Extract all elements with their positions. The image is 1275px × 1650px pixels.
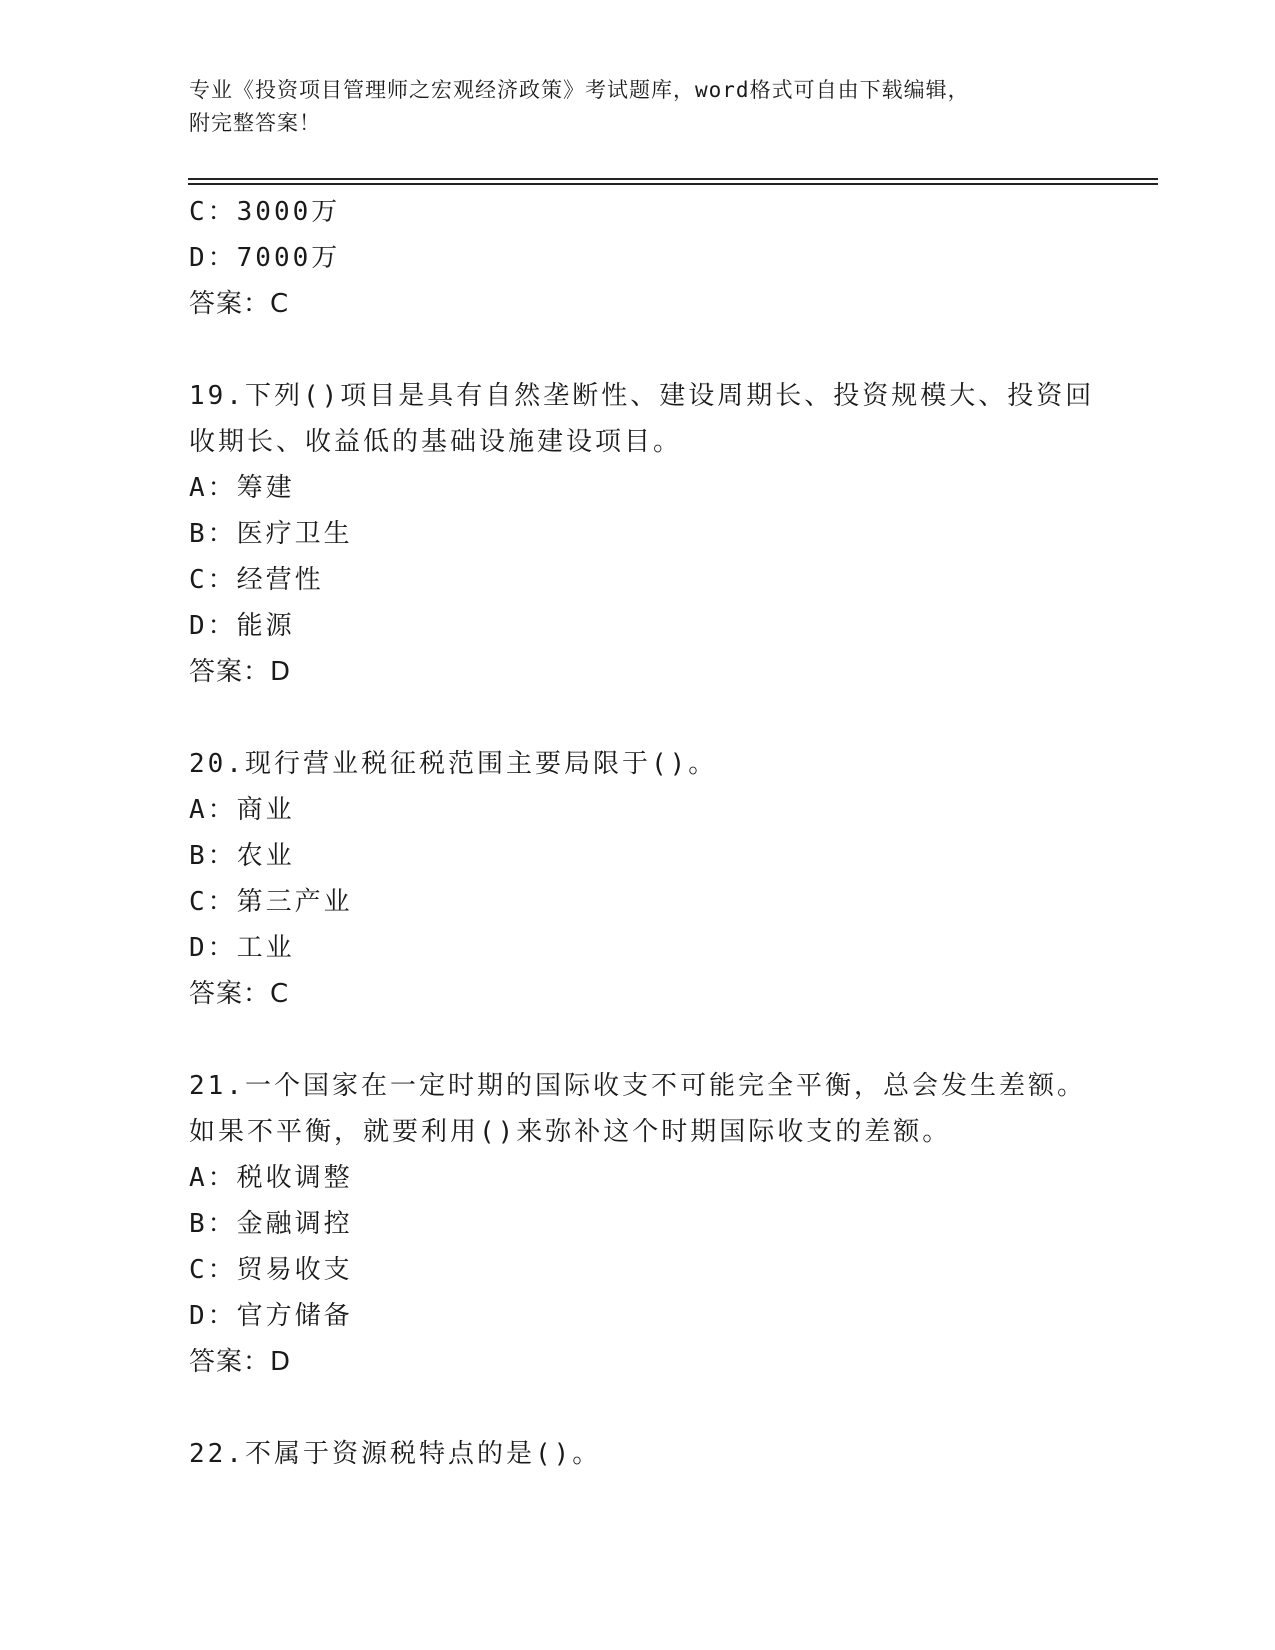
- option-a: A：税收调整: [189, 1163, 353, 1193]
- answer: 答案：C: [189, 979, 290, 1009]
- option-d: D：官方储备: [189, 1301, 353, 1331]
- answer: 答案：D: [189, 657, 292, 687]
- question-19: [189, 373, 1119, 695]
- option-c: C：贸易收支: [189, 1255, 353, 1285]
- question-stem: 收期长、收益低的基础设施建设项目。: [189, 427, 683, 457]
- question-stem: 21.一个国家在一定时期的国际收支不可能完全平衡，总会发生差额。: [189, 1071, 1086, 1101]
- previous-question-tail: [189, 189, 1119, 327]
- spacer: [189, 327, 1119, 373]
- answer: 答案：C: [189, 289, 290, 319]
- option-c: C：3000万: [189, 197, 341, 227]
- question-stem: 20.现行营业税征税范围主要局限于()。: [189, 749, 718, 779]
- document-header: [189, 74, 1089, 140]
- option-d: D：7000万: [189, 243, 341, 273]
- option-b: B：金融调控: [189, 1209, 353, 1239]
- option-c: C：第三产业: [189, 887, 353, 917]
- question-22: [189, 1431, 1119, 1477]
- spacer: [189, 1385, 1119, 1431]
- spacer: [189, 1017, 1119, 1063]
- question-stem: 22.不属于资源税特点的是()。: [189, 1439, 602, 1469]
- option-b: B：农业: [189, 841, 295, 871]
- header-line-1: 专业《投资项目管理师之宏观经济政策》考试题库，word格式可自由下载编辑，: [189, 78, 970, 102]
- header-divider-top: [188, 178, 1158, 180]
- option-d: D：工业: [189, 933, 295, 963]
- option-a: A：商业: [189, 795, 295, 825]
- header-line-2: 附完整答案！: [189, 111, 321, 135]
- question-list: [189, 189, 1119, 1477]
- spacer: [189, 695, 1119, 741]
- option-d: D：能源: [189, 611, 295, 641]
- question-stem: 19.下列()项目是具有自然垄断性、建设周期长、投资规模大、投资回: [189, 381, 1095, 411]
- question-stem: 如果不平衡，就要利用()来弥补这个时期国际收支的差额。: [189, 1117, 952, 1147]
- question-21: [189, 1063, 1119, 1385]
- option-b: B：医疗卫生: [189, 519, 353, 549]
- option-c: C：经营性: [189, 565, 324, 595]
- option-a: A：筹建: [189, 473, 295, 503]
- header-divider-bottom: [188, 183, 1158, 185]
- answer: 答案：D: [189, 1347, 292, 1377]
- question-20: [189, 741, 1119, 1017]
